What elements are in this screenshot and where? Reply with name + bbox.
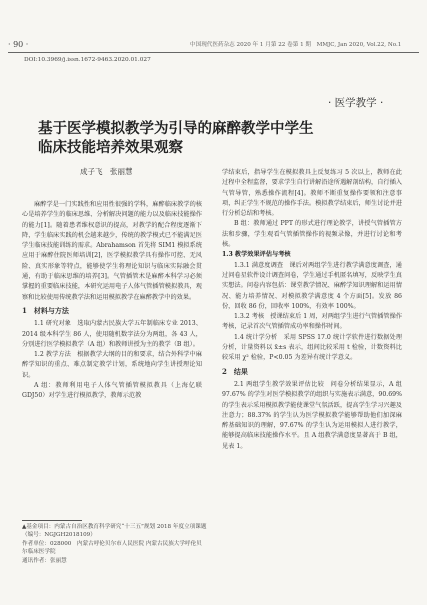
journal-header: 中国现代医药杂志 2020 年 1 月第 22 卷第 1 期 MMJC, Jan 2020, Vol.22, No.1	[190, 42, 402, 48]
authors: 成子飞 张丽慧	[80, 167, 133, 176]
title-line-1: 基于医学模拟教学为引导的麻醉教学中学生	[38, 121, 314, 137]
heading-evaluation: 1.3 教学效果评估与考核	[222, 251, 291, 259]
right-column	[222, 168, 402, 452]
header-rule	[8, 52, 419, 53]
page-number: · 90 ·	[8, 40, 29, 49]
fund-note: ▲基金项目：内蒙古自治区教育科学研究“十三五”规划 2018 年度立项课题（编号：NGJGH2018109）	[22, 524, 207, 539]
assessment-paragraph: 1.3.2 考核 授课结束后 1 周，对两组学生进行气管插管操作考核，记录首次气管插管成功率和操作时间。	[222, 313, 402, 331]
subjects-paragraph: 1.1 研究对象 选取内蒙古民族大学五年制临床专业 2013、2014 级本科学生 86 人，使用随机数字法分为两组，各 43 人，分别进行医学模拟教学（A 组）和教师讲授为主的教学（B 组）。	[22, 320, 202, 348]
section-tag: · 医学教学 ·	[328, 97, 384, 109]
corresponding-author: 通讯作者：张丽慧	[22, 557, 67, 564]
satisfaction-paragraph: 1.3.1 满意度调查 课后对两组学生进行教学满意度调查，通过问卷星软件设计调查问卷，学生通过手机匿名填写，反映学生真实想法。问卷内容包括：课堂教学情况、麻醉学知识理解和运用情况、能力培养情况、对模拟教学满意度 4 个方面[5]。发放 86份，回收 86 份，回收率 100%，有效率 100%。	[222, 261, 402, 310]
intro-paragraph: 麻醉学是一门实践性和应用性很强的学科，麻醉临床教学的核心是培养学生的临床思维、分析解决问题的能力以及临床技能操作的能力[1]。随着患者维权意识的提高，对教学的配合程度逐渐下降，学生临床实践的机会越来越少，传统的教学模式已不能满足医学生临床技能训练的需求。Abrahamson 首先将 SIM1 模拟系统应用于麻醉住院医师培训[2]，医学模拟教学具有操作可控、无风险、真实形象等特点，能够使学生将理论知识与临床实际融会贯通，有助于临床思维的培养[3]。气管插管术是麻醉本科学习必须掌握的重要临床技能，本研究运用电子人体气管插管模拟教具，观察和比较使用传统教学法和运用模拟教学在麻醉教学中的效果。	[22, 201, 202, 301]
footnote	[22, 523, 207, 565]
title-line-2: 临床技能培养效果观察	[38, 140, 183, 156]
group-a-continued: 学结束后，指导学生在模拟教具上反复练习 5 次以上，教师在此过程中全程监督，要求学生自行讲解沿途所遇解剖结构，自行插入气管导管，熟悉操作流程[4]。教师不断重复操作要领和注意事项，纠正学生不规范的操作手法。模拟教学结束后，师生讨论并进行分析总结和考核。	[222, 169, 402, 218]
article-title	[38, 120, 388, 158]
heading-materials-methods: 1 材料与方法	[22, 305, 69, 315]
heading-results: 2 结果	[222, 366, 248, 376]
group-a-paragraph: A 组：教师利用电子人体气管插管模拟教具（上海亿联 GDJ50）对学生进行模拟教学，教师示范教	[22, 382, 202, 400]
statistics-paragraph: 1.4 统计学分析 采用 SPSS 17.0 统计学软件进行数据处理分析，计量资料以 x̄±s 表示，组间比较采用 t 检验，计数资料比较采用 χ² 检验，P<0.05 为差异有统计学意义。	[222, 333, 402, 362]
results-paragraph: 2.1 两组学生教学效果评估比较 问卷分析结果显示，A 组 97.67% 的学生对医学模拟教学的组织与实施表示满意，90.69% 的学生表示采用模拟教学能使课堂气氛活跃，提高学生学习兴趣及注意力；88.37% 的学生认为医学模拟教学能够帮助他们加深麻醉基础知识的理解，97.67% 的学生认为运用模拟人进行教学，能够提高临床技能操作水平。且 A 组教学满意度显著高于 B 组，见表 1。	[222, 380, 402, 450]
group-b-paragraph: B 组：教师通过 PPT 的形式进行理论教学，讲授气管插管方法和步骤，学生观看气管插管操作的视频录像，并进行讨论和考核。	[222, 220, 402, 249]
doi: DOI:10.3969/j.issn.1672-9463.2020.01.027	[24, 57, 151, 63]
left-column	[22, 200, 202, 402]
footnote-rule	[22, 520, 82, 521]
affiliation-note: 作者单位：028000 内蒙古呼伦贝尔市人民医院 内蒙古民族大学呼伦贝尔临床医学院	[22, 540, 202, 556]
methods-paragraph: 1.2 教学方法 根据教学大纲的目的和要求，结合外科学中麻醉学知识的重点、难点制定教学计划，系统地向学生讲授理论知识。	[22, 351, 202, 379]
